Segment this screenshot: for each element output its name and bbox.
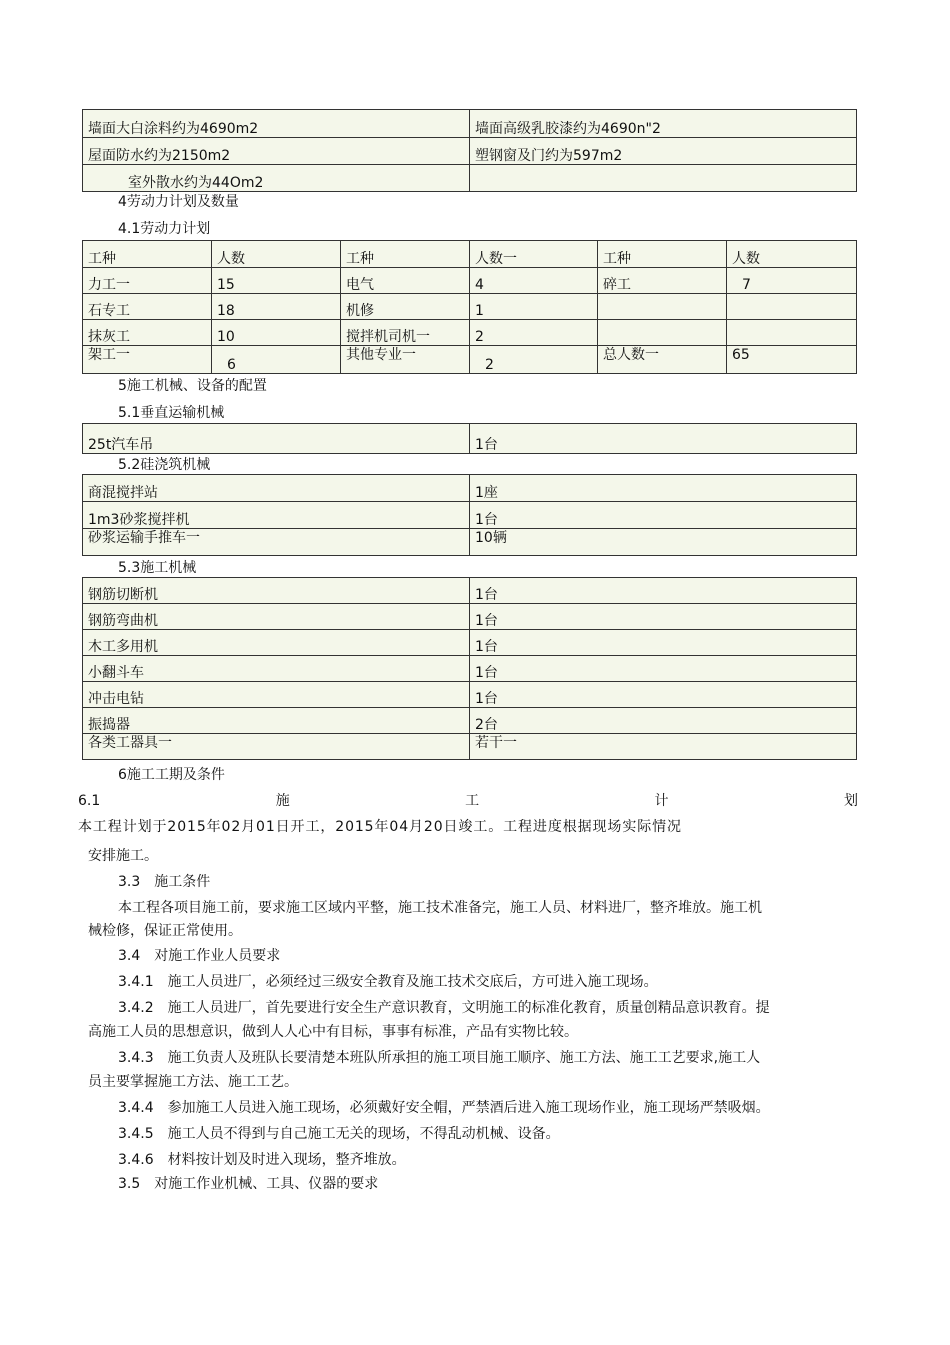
table-cell: 钢筋弯曲机 <box>83 604 470 630</box>
vertical-transport-table <box>82 423 857 454</box>
concrete-machinery-table <box>82 474 857 556</box>
section-3-4-heading: 3.4 对施工作业人员要求 <box>118 948 281 964</box>
table-cell: 塑钢窗及门约为597m2 <box>470 138 857 165</box>
table-cell: 2 <box>470 320 598 346</box>
table-cell: 抹灰工 <box>83 320 212 346</box>
table-cell: 架工一 <box>83 346 212 374</box>
table-cell: 1台 <box>470 656 857 682</box>
table-cell: 1m3砂浆搅拌机 <box>83 502 470 529</box>
table-cell: 屋面防水约为2150m2 <box>83 138 470 165</box>
table-header: 人数 <box>212 241 341 268</box>
table-cell: 1台 <box>470 630 857 656</box>
section-heading-5-2: 5.2硅浇筑机械 <box>118 457 211 473</box>
table-cell: 各类工器具一 <box>83 734 470 760</box>
table-cell: 1台 <box>470 502 857 529</box>
table-cell: 4 <box>470 268 598 294</box>
table-cell: 7 <box>727 268 857 294</box>
table-cell: 总人数一 <box>598 346 727 374</box>
table-cell: 商混搅拌站 <box>83 475 470 502</box>
heading-char: 施 <box>275 793 290 809</box>
table-cell: 碎工 <box>598 268 727 294</box>
table-cell: 墙面高级乳胶漆约为4690n"2 <box>470 110 857 138</box>
table-cell: 1台 <box>470 424 857 454</box>
table-cell: 1 <box>470 294 598 320</box>
table-cell: 1座 <box>470 475 857 502</box>
table-header: 人数 <box>727 241 857 268</box>
table-cell: 18 <box>212 294 341 320</box>
table-cell: 振捣器 <box>83 708 470 734</box>
table-header: 人数一 <box>470 241 598 268</box>
paragraph-conditions-continued: 械检修，保证正常使用。 <box>88 923 242 939</box>
paragraph-schedule: 本工程计划于2015年02月01日开工，2015年04月20日竣工。工程进度根据现场实际情况 <box>78 819 682 835</box>
table-header: 工种 <box>341 241 470 268</box>
table-cell <box>727 320 857 346</box>
paragraph-conditions: 本工程各项目施工前，要求施工区域内平整，施工技术准备完，施工人员、材料进厂，整齐堆放。施工机 <box>118 900 762 916</box>
item-3-4-5: 3.4.5 施工人员不得到与自己施工无关的现场，不得乱动机械、设备。 <box>118 1126 560 1142</box>
table-cell: 1台 <box>470 578 857 604</box>
table-cell: 钢筋切断机 <box>83 578 470 604</box>
section-heading-5: 5施工机械、设备的配置 <box>118 378 267 394</box>
table-cell: 石专工 <box>83 294 212 320</box>
item-3-4-3: 3.4.3 施工负责人及班队长要清楚本班队所承担的施工项目施工顺序、施工方法、施工工艺要求,施工人 <box>118 1050 761 1066</box>
table-cell: 1台 <box>470 604 857 630</box>
table-cell: 10 <box>212 320 341 346</box>
table-cell <box>470 165 857 192</box>
construction-machinery-table <box>82 577 857 760</box>
table-cell: 25t汽车吊 <box>83 424 470 454</box>
table-cell <box>727 294 857 320</box>
item-3-4-3-continued: 员主要掌握施工方法、施工工艺。 <box>88 1074 298 1090</box>
item-3-4-4: 3.4.4 参加施工人员进入施工现场，必须戴好安全帽，严禁酒后进入施工现场作业，施工现场严禁吸烟。 <box>118 1100 770 1116</box>
table-cell: 其他专业一 <box>341 346 470 374</box>
table-cell: 砂浆运输手推车一 <box>83 529 470 556</box>
paragraph-schedule-continued: 安排施工。 <box>88 848 158 864</box>
section-heading-5-3: 5.3施工机械 <box>118 560 197 576</box>
item-3-4-2-continued: 高施工人员的思想意识，做到人人心中有目标，事事有标准，产品有实物比较。 <box>88 1024 578 1040</box>
table-cell: 2 <box>470 346 598 374</box>
table-cell: 6 <box>212 346 341 374</box>
section-6-1-heading <box>78 791 858 811</box>
labor-table <box>82 240 857 374</box>
table-cell: 力工一 <box>83 268 212 294</box>
section-heading-4-1: 4.1劳动力计划 <box>118 221 211 237</box>
table-cell: 1台 <box>470 682 857 708</box>
table-cell: 室外散水约为44Om2 <box>83 165 470 192</box>
item-3-4-2: 3.4.2 施工人员进厂，首先要进行安全生产意识教育，文明施工的标准化教育，质量创精品意识教育。提 <box>118 1000 770 1016</box>
table-cell: 机修 <box>341 294 470 320</box>
table-cell: 电气 <box>341 268 470 294</box>
section-heading-4: 4劳动力计划及数量 <box>118 194 239 210</box>
table-header: 工种 <box>598 241 727 268</box>
table-cell: 2台 <box>470 708 857 734</box>
table-header: 工种 <box>83 241 212 268</box>
table-cell: 木工多用机 <box>83 630 470 656</box>
item-3-4-6: 3.4.6 材料按计划及时进入现场，整齐堆放。 <box>118 1152 406 1168</box>
table-cell: 若干一 <box>470 734 857 760</box>
section-heading-6: 6施工工期及条件 <box>118 767 225 783</box>
table-cell: 10辆 <box>470 529 857 556</box>
table-cell: 65 <box>727 346 857 374</box>
table-cell: 搅拌机司机一 <box>341 320 470 346</box>
heading-char: 计 <box>654 793 669 809</box>
heading-char: 工 <box>465 793 480 809</box>
area-table <box>82 109 857 192</box>
table-cell <box>598 294 727 320</box>
table-cell: 墙面大白涂料约为4690m2 <box>83 110 470 138</box>
section-3-5-heading: 3.5 对施工作业机械、工具、仪器的要求 <box>118 1176 379 1192</box>
section-heading-5-1: 5.1垂直运输机械 <box>118 405 225 421</box>
table-cell <box>598 320 727 346</box>
table-cell: 15 <box>212 268 341 294</box>
table-cell: 小翻斗车 <box>83 656 470 682</box>
heading-char: 划 <box>843 793 858 809</box>
heading-number: 6.1 <box>78 793 101 809</box>
item-3-4-1: 3.4.1 施工人员进厂，必须经过三级安全教育及施工技术交底后，方可进入施工现场。 <box>118 974 658 990</box>
table-cell: 冲击电钻 <box>83 682 470 708</box>
section-3-3-heading: 3.3 施工条件 <box>118 874 211 890</box>
